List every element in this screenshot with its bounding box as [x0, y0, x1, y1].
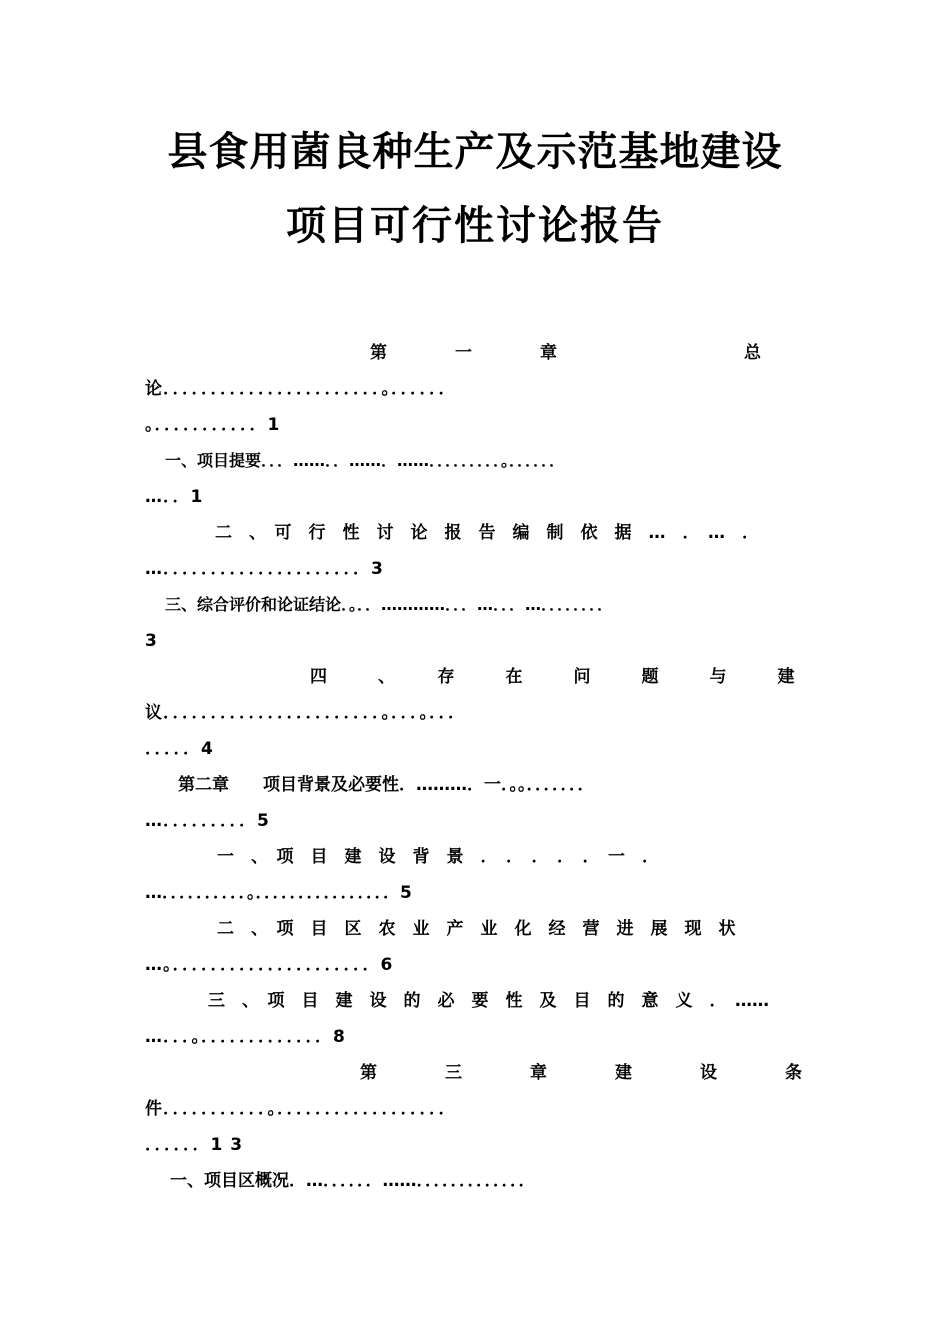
toc-entry-section-1-4-dots: 议．．．．．．．．．．．．．．．．．．．．．．．。．．．。．．．	[145, 703, 466, 723]
toc-entry-chapter-1-page: 。．．．．．．．．．．．1	[145, 415, 281, 435]
toc-entry-section-2-3-page: …．．．。．．．．．．．．．．．．．8	[145, 1027, 346, 1047]
toc-entry-section-1-4: 四 、 存 在 问 题 与 建	[310, 667, 795, 687]
toc-entry-chapter-2-page: …．．．．．．．．．5	[145, 811, 270, 831]
toc-entry-chapter-2-heading: 第二章 项目背景及必要性．………．一．。。．．．．．．．	[178, 775, 595, 795]
toc-entry-chapter-1-heading: 第 一 章 总	[370, 343, 761, 363]
document-title-line-2: 项目可行性讨论报告	[286, 203, 664, 249]
toc-entry-chapter-3-dots: 件．．．．．．．．．．．。．．．．．．．．．．．．．．．．．．	[145, 1099, 457, 1119]
toc-entry-section-1-1: 一、项目提要．．．……．．……．……．．．．．．．．．。．．．．．．	[165, 451, 566, 470]
toc-entry-chapter-3-page: ．．．．．．1 3	[145, 1135, 244, 1155]
toc-entry-section-2-3: 三 、 项 目 建 设 的 必 要 性 及 目 的 意 义 ． ……	[208, 991, 769, 1011]
toc-entry-section-1-4-page: ．．．．．4	[145, 739, 214, 759]
toc-entry-section-2-2-page: …。．．．．．．．．．．．．．．．．．．．．．6	[145, 955, 394, 975]
table-of-contents	[145, 335, 807, 1199]
toc-entry-chapter-1-dots: 论．．．．．．．．．．．．．．．．．．．．．．．。．．．．．．	[145, 379, 457, 399]
toc-entry-section-1-1-page: …．．1	[145, 487, 204, 507]
toc-entry-section-1-2: 二 、 可 行 性 讨 论 报 告 编 制 依 据 … ． … ．	[215, 523, 759, 543]
toc-entry-section-1-2-page: …．．．．．．．．．．．．．．．．．．．．．3	[145, 559, 384, 579]
toc-entry-section-1-3: 三、综合评价和论证结论．。．．…………．．．…．．．…．．．．．．．．	[165, 595, 614, 614]
toc-entry-chapter-3-heading: 第 三 章 建 设 条	[360, 1063, 802, 1083]
toc-entry-section-1-3-page: 3	[145, 631, 157, 651]
document-title-line-1: 县食用菌良种生产及示范基地建设	[167, 129, 783, 175]
toc-entry-section-2-1-page: …．．．．．．．．．．。．．．．．．．．．．．．．．．．5	[145, 883, 412, 903]
toc-entry-section-2-2: 二 、 项 目 区 农 业 产 业 化 经 营 进 展 现 状	[217, 919, 736, 939]
toc-entry-section-2-1: 一 、 项 目 建 设 背 景 ． ． ． ． ． 一 ．	[217, 847, 659, 867]
toc-entry-section-3-1: 一、项目区概况．…．．．．．．……．．．．．．．．．．．．．	[170, 1171, 536, 1191]
